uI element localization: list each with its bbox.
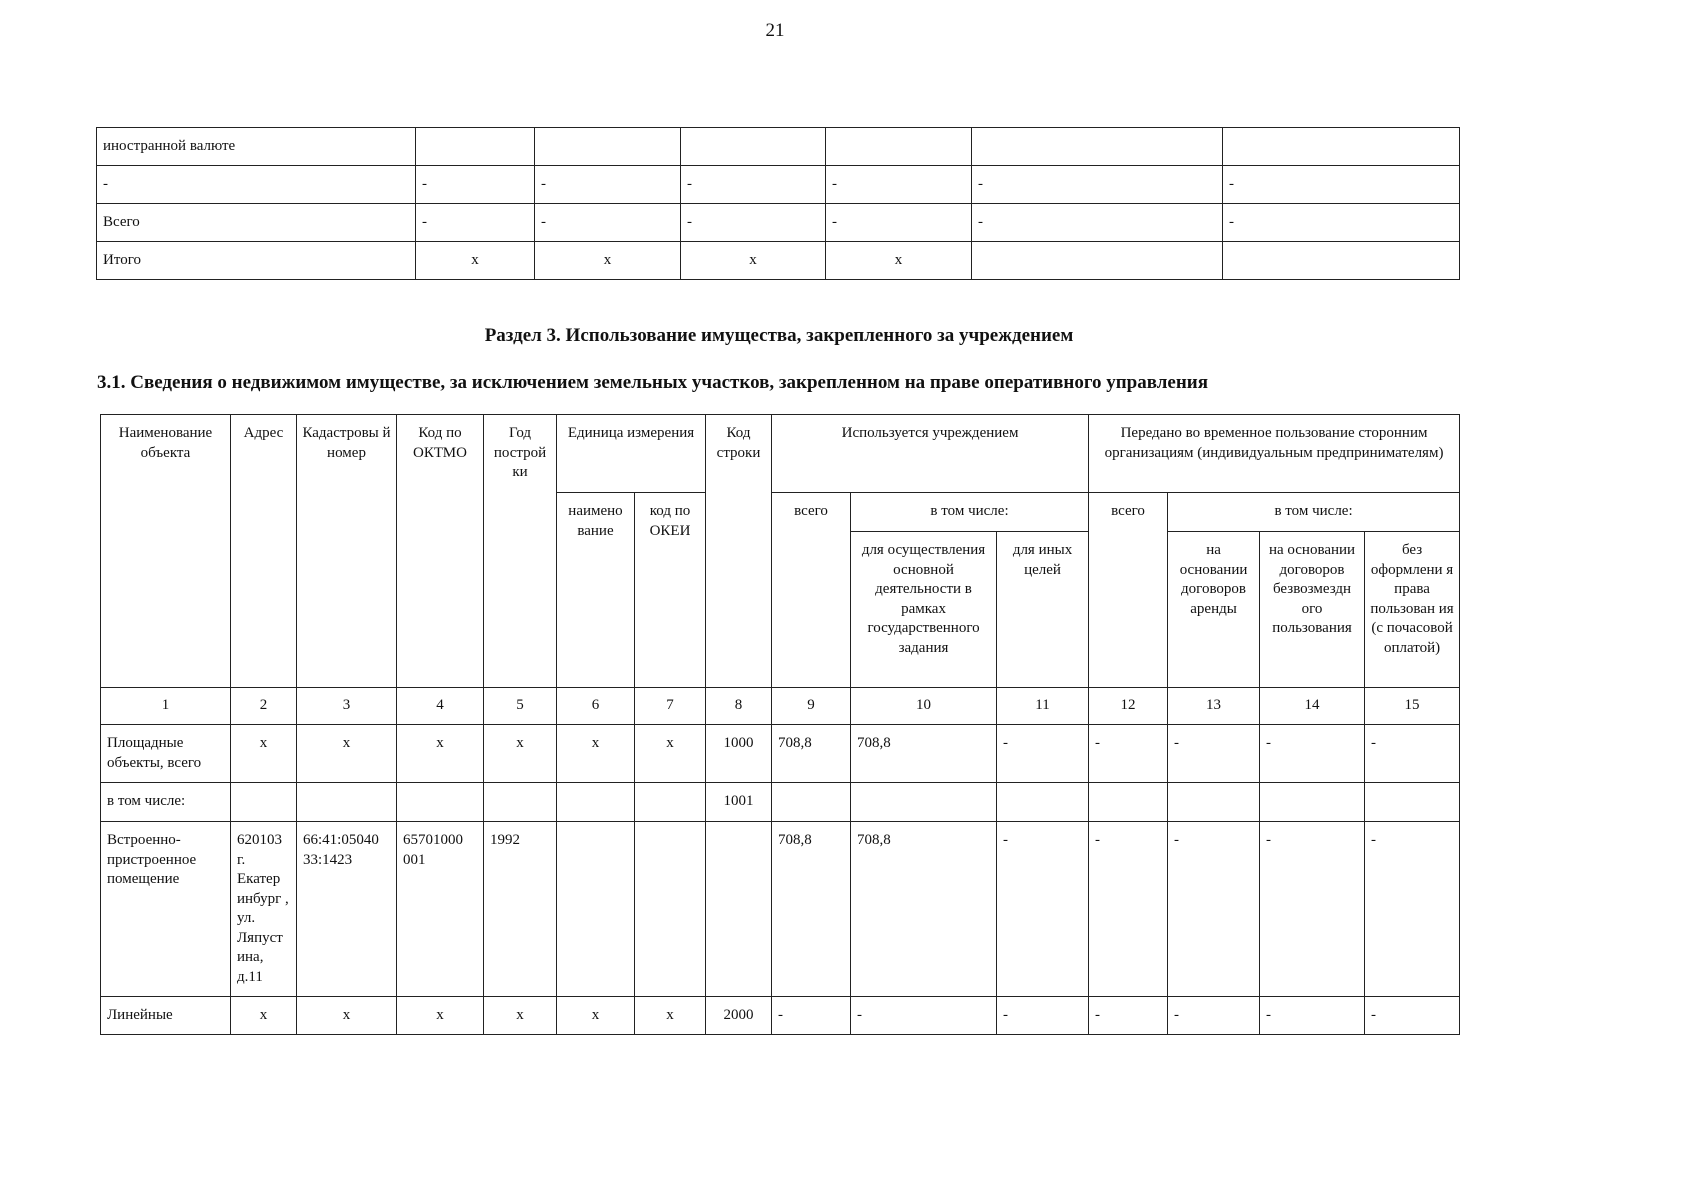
column-number: 5 [484,688,557,725]
header-transferred: Передано во временное пользование сторонним организациям (индивидуальным предпринимателям) [1089,415,1460,493]
table-cell: - [772,997,851,1035]
table-cell: - [826,204,972,242]
table-row [97,204,1460,242]
table-cell: - [972,166,1223,204]
column-number: 14 [1260,688,1365,725]
header-line-code: Код строки [706,415,772,688]
column-number: 6 [557,688,635,725]
table-cell: x [557,997,635,1035]
property-table [100,414,1460,1035]
section-title: Раздел 3. Использование имущества, закрепленного за учреждением [484,325,1074,346]
header-unit-name: наимено вание [557,493,635,688]
row-name: Площадные объекты, всего [101,725,231,783]
column-number: 8 [706,688,772,725]
table-cell: x [397,997,484,1035]
header-unit: Единица измерения [557,415,706,493]
column-number: 4 [397,688,484,725]
table-cell: - [1089,997,1168,1035]
table-cell: x [535,242,681,280]
table-cell: x [397,725,484,783]
table-cell: - [1260,997,1365,1035]
header-oktmo: Код по ОКТМО [397,415,484,688]
row-label: - [97,166,416,204]
column-number: 12 [1089,688,1168,725]
table-cell: - [1089,725,1168,783]
table-cell [772,783,851,822]
table-cell: - [1260,822,1365,997]
table-cell [1223,242,1460,280]
top-table [96,127,1460,280]
table-cell: x [826,242,972,280]
table-cell: - [997,997,1089,1035]
table-cell [972,242,1223,280]
table-cell: 65701000 001 [397,822,484,997]
table-cell: 1992 [484,822,557,997]
table-cell: - [535,204,681,242]
table-cell [1365,783,1460,822]
table-cell: - [1168,725,1260,783]
table-cell: 1000 [706,725,772,783]
table-cell: - [997,725,1089,783]
table-cell: x [297,725,397,783]
table-cell: - [1168,997,1260,1035]
table-row [97,128,1460,166]
table-cell: - [851,997,997,1035]
column-number: 15 [1365,688,1460,725]
column-number: 11 [997,688,1089,725]
table-cell [484,783,557,822]
table-cell [972,128,1223,166]
table-cell: - [972,204,1223,242]
table-cell [557,822,635,997]
table-cell: - [681,204,826,242]
table-cell: - [826,166,972,204]
table-cell [297,783,397,822]
table-cell [1223,128,1460,166]
column-number-row [101,688,1460,725]
column-number: 2 [231,688,297,725]
table-cell: x [681,242,826,280]
header-year: Год построй ки [484,415,557,688]
table-row [101,725,1460,783]
table-cell: x [297,997,397,1035]
table-cell: x [231,997,297,1035]
table-cell: 708,8 [851,822,997,997]
header-transferred-rent: на основании договоров аренды [1168,532,1260,688]
table-cell: - [1223,166,1460,204]
header-used: Используется учреждением [772,415,1089,493]
row-name: в том числе: [101,783,231,822]
table-cell [851,783,997,822]
table-cell: 66:41:05040 33:1423 [297,822,397,997]
table-row [101,783,1460,822]
table-row [101,822,1460,997]
table-cell [397,783,484,822]
table-cell: - [416,166,535,204]
column-number: 13 [1168,688,1260,725]
table-cell: 708,8 [772,725,851,783]
table-cell: 708,8 [772,822,851,997]
table-cell: - [997,822,1089,997]
header-transferred-free: на основании договоров безвозмездн ого пользования [1260,532,1365,688]
header-used-incl: в том числе: [851,493,1089,532]
column-number: 1 [101,688,231,725]
table-cell: - [681,166,826,204]
table-cell: 620103 г. Екатер инбург , ул. Ляпуст ина, д.11 [231,822,297,997]
table-cell [1260,783,1365,822]
header-used-total: всего [772,493,851,688]
table-cell: - [1365,822,1460,997]
header-used-other: для иных целей [997,532,1089,688]
table-cell: - [1365,997,1460,1035]
row-label: Всего [97,204,416,242]
header-unit-okei: код по ОКЕИ [635,493,706,688]
table-cell: x [231,725,297,783]
header-transferred-total: всего [1089,493,1168,688]
table-cell: 1001 [706,783,772,822]
table-cell [1168,783,1260,822]
table-cell: - [1365,725,1460,783]
table-row [97,166,1460,204]
header-name: Наименование объекта [101,415,231,688]
table-cell: - [1089,822,1168,997]
table-cell: x [635,725,706,783]
header-transferred-noformal: без оформлени я права пользован ия (с почасовой оплатой) [1365,532,1460,688]
header-cadastral: Кадастровы й номер [297,415,397,688]
table-cell: x [484,997,557,1035]
table-cell: - [416,204,535,242]
table-cell [1089,783,1168,822]
table-cell: - [1168,822,1260,997]
table-cell: x [635,997,706,1035]
table-cell: x [416,242,535,280]
table-cell [681,128,826,166]
table-cell [535,128,681,166]
table-cell [231,783,297,822]
table-cell [635,783,706,822]
subsection-title: 3.1. Сведения о недвижимом имуществе, за исключением земельных участков, закрепленном на праве оперативного управления [97,372,1209,393]
table-row [101,997,1460,1035]
column-number: 7 [635,688,706,725]
row-name: Встроенно-пристроенное помещение [101,822,231,997]
table-cell: 2000 [706,997,772,1035]
table-cell [997,783,1089,822]
header-used-main: для осуществления основной деятельности в рамках государственного задания [851,532,997,688]
table-cell: - [1223,204,1460,242]
header-transferred-incl: в том числе: [1168,493,1460,532]
table-row [97,242,1460,280]
table-cell: - [535,166,681,204]
table-cell [557,783,635,822]
page-number: 21 [765,20,785,41]
table-cell: x [557,725,635,783]
row-label: Итого [97,242,416,280]
table-cell [635,822,706,997]
table-cell: - [1260,725,1365,783]
row-label: иностранной валюте [97,128,416,166]
column-number: 9 [772,688,851,725]
table-cell [826,128,972,166]
table-cell [706,822,772,997]
column-number: 3 [297,688,397,725]
row-name: Линейные [101,997,231,1035]
table-cell [416,128,535,166]
table-cell: 708,8 [851,725,997,783]
column-number: 10 [851,688,997,725]
header-address: Адрес [231,415,297,688]
header-row [101,415,1460,493]
table-cell: x [484,725,557,783]
